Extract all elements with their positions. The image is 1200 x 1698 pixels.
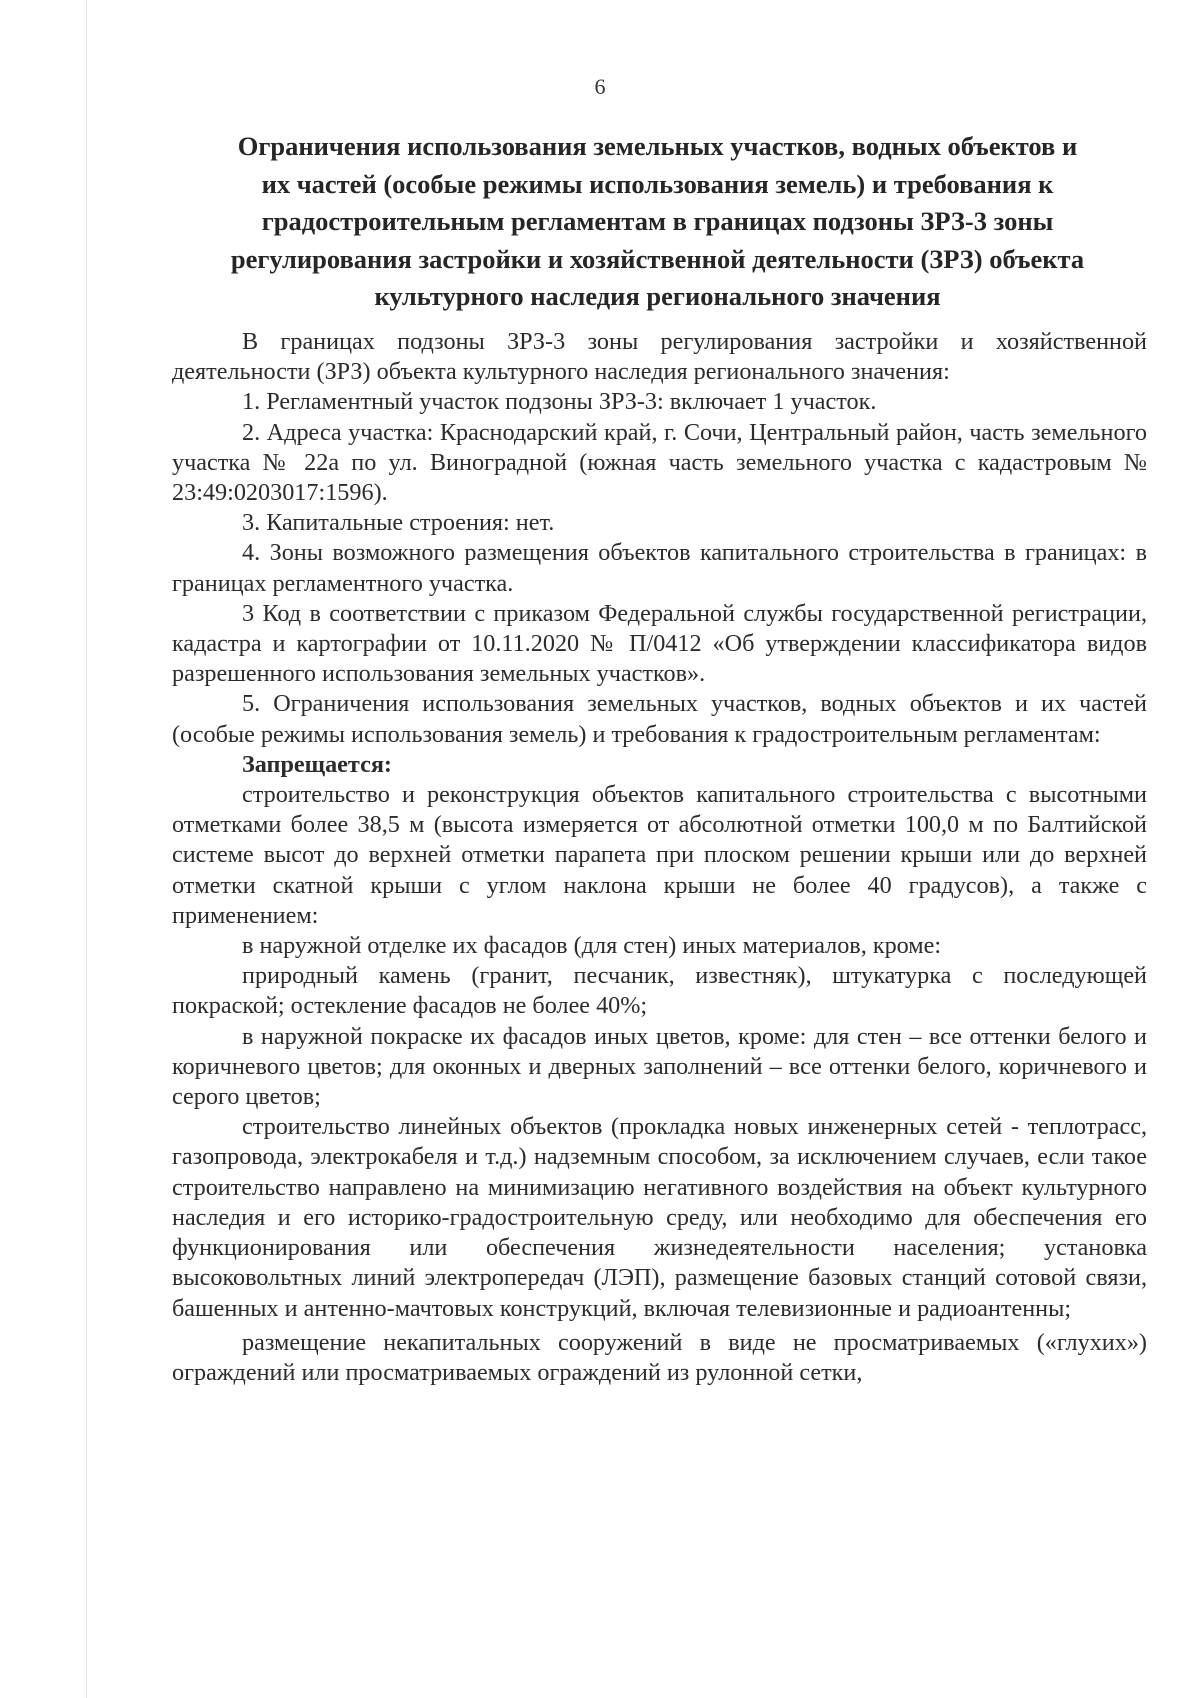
title-line: градостроительным регламентам в границах подзоны ЗРЗ-3 зоны xyxy=(261,206,1054,236)
document-title xyxy=(170,128,1145,316)
paragraph-item-1: 1. Регламентный участок подзоны ЗРЗ-3: включает 1 участок. xyxy=(242,388,877,416)
paragraph-facade-materials: в наружной отделке их фасадов (для стен) иных материалов, кроме: xyxy=(242,932,942,960)
title-line: регулирования застройки и хозяйственной деятельности (ЗРЗ) объекта xyxy=(230,243,1085,274)
paragraph-item-5: 5. Ограничения использования земельных участков, водных объектов и их частей (особые режимы использования земель) и требования к градостроительным регламентам: xyxy=(172,690,1147,748)
paragraph-intro: В границах подзоны ЗРЗ-3 зоны регулирования застройки и хозяйственной деятельности (ЗРЗ) объекта культурного наследия регионального значения: xyxy=(172,328,1147,386)
paragraph-allowed-materials: природный камень (гранит, песчаник, известняк), штукатурка с последующей покраской; остекление фасадов не более 40%; xyxy=(172,962,1147,1020)
paragraph-facade-colors: в наружной покраске их фасадов иных цветов, кроме: для стен – все оттенки белого и коричневого цветов; для оконных и дверных заполнений – все оттенки белого, коричневого и серого цветов; xyxy=(172,1022,1147,1111)
scan-edge-line xyxy=(86,0,87,1698)
page-number: 6 xyxy=(594,74,606,99)
title-line: культурного наследия регионального значения xyxy=(374,281,941,311)
title-line: Ограничения использования земельных участков, водных объектов и xyxy=(237,131,1078,161)
paragraph-construction-height: строительство и реконструкция объектов капитального строительства с высотными отметками более 38,5 м (высота измеряется от абсолютной отметки 100,0 м по Балтийской системе высот до верхней отметки парапета при плоском решении крыши или до верхней отметки скатной крыши с углом наклона крыши не более 40 градусов), а также с применением: xyxy=(172,781,1147,929)
paragraph-item-3: 3. Капитальные строения: нет. xyxy=(242,509,555,537)
document-body xyxy=(172,327,1147,1388)
title-line: их частей (особые режимы использования земель) и требования к xyxy=(261,168,1054,199)
paragraph-item-4: 4. Зоны возможного размещения объектов капитального строительства в границах: в границах регламентного участка. xyxy=(172,539,1147,597)
paragraph-linear-objects: строительство линейных объектов (прокладка новых инженерных сетей - теплотрасс, газопровода, электрокабеля и т.д.) надземным способом, за исключением случаев, если такое строительство направлено на минимизацию негативного воздействия на объект культурного наследия и его историко-градостроительную среду, или необходимо для обеспечения его функционирования или обеспечения жизнедеятельности населения; установка высоковольтных линий электропередач (ЛЭП), размещение базовых станций сотовой связи, башенных и антенно-мачтовых конструкций, включая телевизионные и радиоантенны; xyxy=(172,1113,1147,1322)
forbidden-heading: Запрещается: xyxy=(242,750,392,778)
paragraph-fences: размещение некапитальных сооружений в виде не просматриваемых («глухих») ограждений или просматриваемых ограждений из рулонной сетки, xyxy=(172,1328,1147,1386)
paragraph-footnote-code: 3 Код в соответствии с приказом Федеральной службы государственной регистрации, кадастра и картографии от 10.11.2020 № П/0412 «Об утверждении классификатора видов разрешенного использования земельных участков». xyxy=(172,599,1147,688)
paragraph-item-2: 2. Адреса участка: Краснодарский край, г. Сочи, Центральный район, часть земельного участка № 22а по ул. Виноградной (южная часть земельного участка с кадастровым № 23:49:0203017:1596). xyxy=(172,418,1147,507)
